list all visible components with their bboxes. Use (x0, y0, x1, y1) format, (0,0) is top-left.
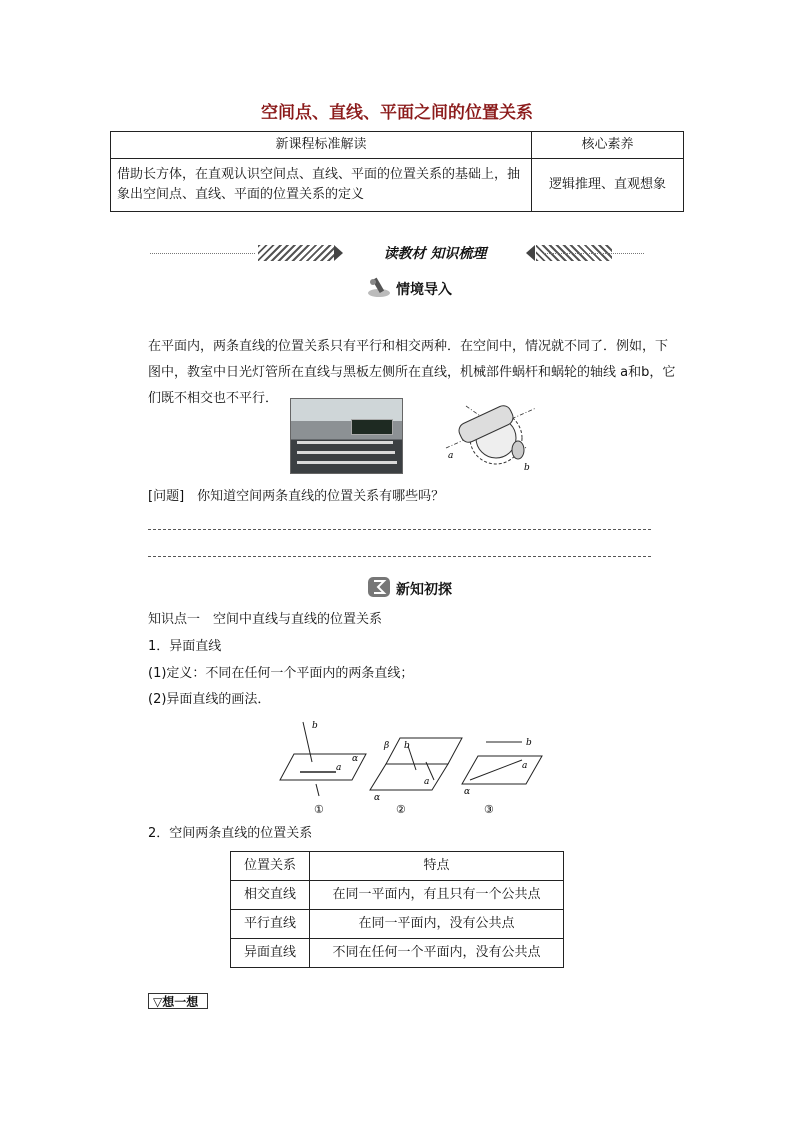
knowledge-point-heading: 知识点一 空间中直线与直线的位置关系 (148, 612, 383, 627)
intro-paragraph (148, 308, 678, 412)
pen-icon (366, 276, 392, 298)
d2-number: ② (396, 803, 406, 816)
d1-number: ① (314, 803, 324, 816)
d1-a-label: a (336, 763, 342, 773)
item1-definition: (1)定义：不同在任何一个平面内的两条直线； (148, 666, 414, 681)
worm-gear-diagram (438, 386, 548, 478)
header-literacy: 核心素养 (532, 132, 684, 159)
header-standard: 新课程标准解读 (111, 132, 532, 159)
d2-a-label: a (424, 777, 430, 787)
classroom-photo (290, 398, 403, 474)
d3-alpha-label: α (464, 787, 471, 797)
table-row: 异面直线 不同在任何一个平面内，没有公共点 (231, 939, 564, 968)
relation-header-type: 位置关系 (231, 852, 310, 881)
d2-beta-label: β (384, 741, 390, 751)
item2-heading: 2．空间两条直线的位置关系 (148, 826, 313, 841)
axis-a-label: a (448, 451, 454, 461)
curriculum-standard-table (110, 131, 684, 212)
section-new-heading: 新知初探 (396, 582, 452, 598)
d3-b-label: b (526, 738, 532, 748)
table-row: 相交直线 在同一平面内，有且只有一个公共点 (231, 881, 564, 910)
axis-b-label: b (524, 463, 530, 473)
d3-number: ③ (484, 803, 494, 816)
relation-table (230, 851, 564, 968)
relation-header-feature: 特点 (310, 852, 564, 881)
item1-drawing: (2)异面直线的画法． (148, 692, 271, 707)
d1-alpha-label: α (352, 754, 359, 764)
explore-icon (366, 575, 392, 599)
intro-text: 在平面内，两条直线的位置关系只有平行和相交两种．在空间中，情况就不同了．例如，下图中，教室中日光灯管所在直线与黑板左侧所在直线，机械部件蜗杆和蜗轮的轴线 a和b，它们既不相交也不平行． (148, 339, 676, 406)
banner-label: 读教材 知识梳理 (383, 246, 487, 262)
page-title: 空间点、直线、平面之间的位置关系 (261, 103, 533, 123)
d3-a-label: a (522, 761, 528, 771)
triangle-down-icon: ▽ (153, 995, 163, 1009)
think-label: 想一想 (162, 995, 199, 1009)
d1-b-label: b (312, 721, 318, 731)
answer-line-2 (148, 556, 651, 557)
table-row: 平行直线 在同一平面内，没有公共点 (231, 910, 564, 939)
item1-heading: 1．异面直线 (148, 639, 222, 654)
answer-line-1 (148, 529, 651, 530)
standard-text: 借助长方体，在直观认识空间点、直线、平面的位置关系的基础上，抽象出空间点、直线、平面的位置关系的定义 (111, 159, 532, 212)
d2-alpha-label: α (374, 793, 381, 803)
skew-lines-diagrams (270, 714, 560, 818)
think-box (148, 993, 208, 1009)
question-text: [问题] 你知道空间两条直线的位置关系有哪些吗？ (148, 489, 445, 504)
d2-b-label: b (404, 741, 410, 751)
literacy-text: 逻辑推理、直观想象 (532, 159, 684, 212)
section-banner (150, 242, 644, 264)
section-intro-heading: 情境导入 (396, 282, 452, 298)
